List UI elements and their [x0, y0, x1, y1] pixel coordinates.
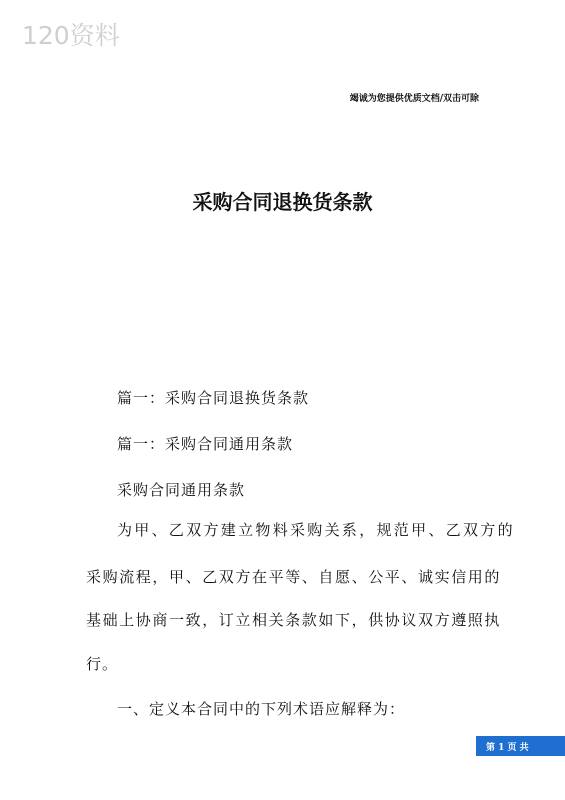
body-line-1: 篇一：采购合同退换货条款	[117, 389, 310, 407]
page-number-badge	[476, 736, 565, 756]
page-number-label: 第 1 页 共	[486, 742, 529, 753]
document-title: 采购合同退换货条款	[192, 190, 373, 214]
body-line-3: 采购合同通用条款	[117, 481, 246, 499]
watermark-logo: 120资料	[22, 21, 120, 50]
body-line-2: 篇一：采购合同通用条款	[117, 435, 294, 453]
body-line-5: 采购流程，甲、乙双方在平等、自愿、公平、诚实信用的	[86, 568, 502, 586]
header-note: 竭诚为您提供优质文档/双击可除	[349, 94, 479, 104]
body-line-6: 基础上协商一致，订立相关条款如下，供协议双方遵照执	[86, 611, 502, 629]
body-line-7: 行。	[86, 655, 119, 673]
body-line-8: 一、定义本合同中的下列术语应解释为：	[117, 700, 406, 718]
body-line-4: 为甲、乙双方建立物料采购关系，规范甲、乙双方的	[117, 521, 515, 539]
